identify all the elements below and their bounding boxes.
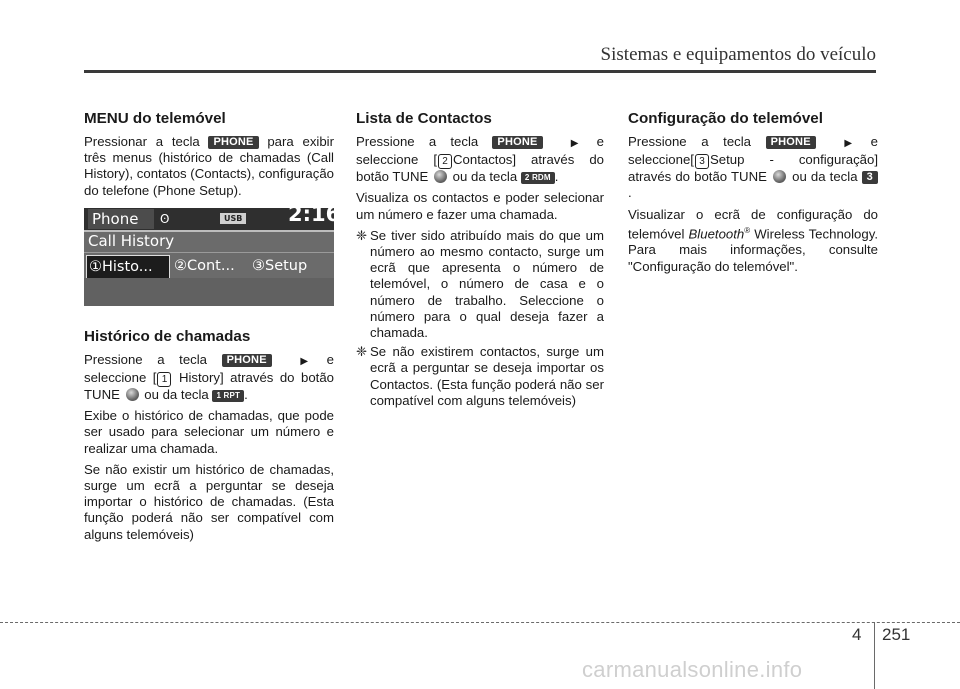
text-segment: Pressione a tecla bbox=[628, 134, 752, 149]
text-segment: ou da tecla bbox=[452, 169, 518, 185]
right-arrow-icon: ▶ bbox=[570, 138, 579, 149]
paragraph-contacts-instructions bbox=[356, 134, 604, 185]
screen-bottom-area bbox=[84, 278, 334, 306]
right-arrow-icon: ▶ bbox=[844, 138, 853, 149]
tune-knob-icon bbox=[773, 170, 786, 183]
heading-phone-menu: MENU do telemóvel bbox=[84, 110, 226, 127]
text-segment: Setup - configuração] através do botão TUNE bbox=[628, 152, 878, 185]
bluetooth-term: Bluetooth bbox=[688, 226, 745, 242]
text-segment: Pressionar a tecla bbox=[84, 134, 200, 149]
rdm-key-icon: 2 RDM bbox=[521, 172, 555, 184]
page-number-divider bbox=[874, 622, 875, 689]
phone-key-icon: PHONE bbox=[222, 354, 272, 367]
column-contacts bbox=[356, 110, 604, 412]
text-segment: History] através do botão TUNE bbox=[84, 370, 335, 403]
text-segment: Contactos] através do botão TUNE bbox=[356, 152, 604, 185]
registered-mark: ® bbox=[744, 225, 751, 235]
note-text: Se não existirem contactos, surge um ecrã a perguntar se deseja importar os Contactos. (Esta função poderá não ser compatível com alguns telemóveis) bbox=[370, 344, 604, 408]
right-arrow-icon: ▶ bbox=[300, 355, 309, 367]
phone-key-icon: PHONE bbox=[766, 136, 816, 149]
paragraph-phone-menu bbox=[84, 134, 334, 199]
bluetooth-icon: ʘ bbox=[160, 211, 170, 226]
text-segment: Wireless Technology. Para mais informações, consulte "Configuração do telemóvel". bbox=[628, 226, 878, 274]
screen-clock: 2:16 bbox=[288, 201, 341, 226]
screen-divider-2 bbox=[84, 252, 334, 253]
header-divider bbox=[84, 70, 876, 73]
paragraph-setup-desc bbox=[628, 207, 878, 275]
rpt-key-icon: 1 RPT bbox=[212, 390, 244, 402]
chapter-number: 4 bbox=[852, 625, 862, 644]
text-segment: e seleccione [ bbox=[84, 351, 334, 386]
screen-menu-contacts: ②Cont... bbox=[174, 257, 235, 274]
text-segment: ou da tecla bbox=[144, 387, 209, 403]
screen-title: Phone bbox=[88, 209, 154, 229]
section-title: Sistemas e equipamentos do veículo bbox=[600, 44, 876, 65]
paragraph-call-history-desc: Exibe o histórico de chamadas, que pode ser usado para selecionar um número e realizar uma chamada. bbox=[84, 408, 334, 456]
text-segment: Visualizar o ecrã de configuração do telemóvel bbox=[628, 206, 878, 242]
column-phone-setup bbox=[628, 110, 878, 280]
note-no-contacts bbox=[356, 344, 604, 409]
number-3-icon: 3 bbox=[695, 154, 709, 169]
text-segment: . bbox=[554, 169, 559, 185]
usb-badge: USB bbox=[220, 213, 246, 224]
paragraph-contacts-desc: Visualiza os contactos e poder selecionar um número e fazer uma chamada. bbox=[356, 190, 604, 222]
note-text: Se tiver sido atribuído mais do que um número ao mesmo contacto, surge um ecrã que apresenta o número de telemóvel, o número de casa e o número de trabalho. Seleccione o número para o qual deseja fazer a chamada. bbox=[370, 227, 604, 341]
paragraph-call-history-instructions bbox=[84, 352, 334, 403]
screen-menu-history: ①Histo... bbox=[86, 255, 170, 279]
number-1-icon: 1 bbox=[157, 372, 171, 387]
paragraph-call-history-import: Se não existir um histórico de chamadas, surge um ecrã a perguntar se deseja importar o histórico de chamadas. (Esta função poderá não ser compatível com alguns telemóveis) bbox=[84, 461, 334, 542]
key-3-icon: 3 bbox=[862, 171, 878, 184]
note-mark-icon: ❈ bbox=[356, 344, 368, 360]
paragraph-setup-instructions bbox=[628, 134, 878, 202]
text-segment: para exibir três menus (histórico de chamadas (Call History), contatos (Contacts), configuração do telefone (Phone Setup). bbox=[84, 134, 334, 198]
phone-key-icon: PHONE bbox=[208, 136, 258, 149]
text-segment: e seleccione [ bbox=[356, 134, 604, 168]
phone-key-icon: PHONE bbox=[492, 136, 542, 149]
screen-subtitle: Call History bbox=[88, 231, 175, 250]
heading-contacts: Lista de Contactos bbox=[356, 110, 492, 127]
text-segment: . bbox=[628, 185, 632, 201]
number-2-icon: 2 bbox=[438, 154, 452, 169]
text-segment: Pressione a tecla bbox=[84, 351, 208, 367]
screen-menu-setup: ③Setup bbox=[252, 257, 308, 274]
text-segment: Pressione a tecla bbox=[356, 134, 479, 149]
phone-screen-image bbox=[84, 201, 341, 306]
note-multiple-numbers bbox=[356, 228, 604, 341]
tune-knob-icon bbox=[126, 388, 139, 401]
page-number: 251 bbox=[882, 625, 911, 644]
text-segment: . bbox=[244, 387, 248, 403]
note-mark-icon: ❈ bbox=[356, 227, 368, 243]
column-phone-menu bbox=[84, 110, 341, 548]
heading-phone-setup: Configuração do telemóvel bbox=[628, 110, 823, 127]
tune-knob-icon bbox=[434, 170, 447, 183]
watermark: carmanualsonline.info bbox=[582, 657, 803, 682]
footer-divider bbox=[0, 622, 960, 623]
heading-call-history: Histórico de chamadas bbox=[84, 327, 251, 345]
text-segment: ou da tecla bbox=[792, 169, 858, 185]
text-segment: e seleccione[ bbox=[628, 134, 878, 168]
